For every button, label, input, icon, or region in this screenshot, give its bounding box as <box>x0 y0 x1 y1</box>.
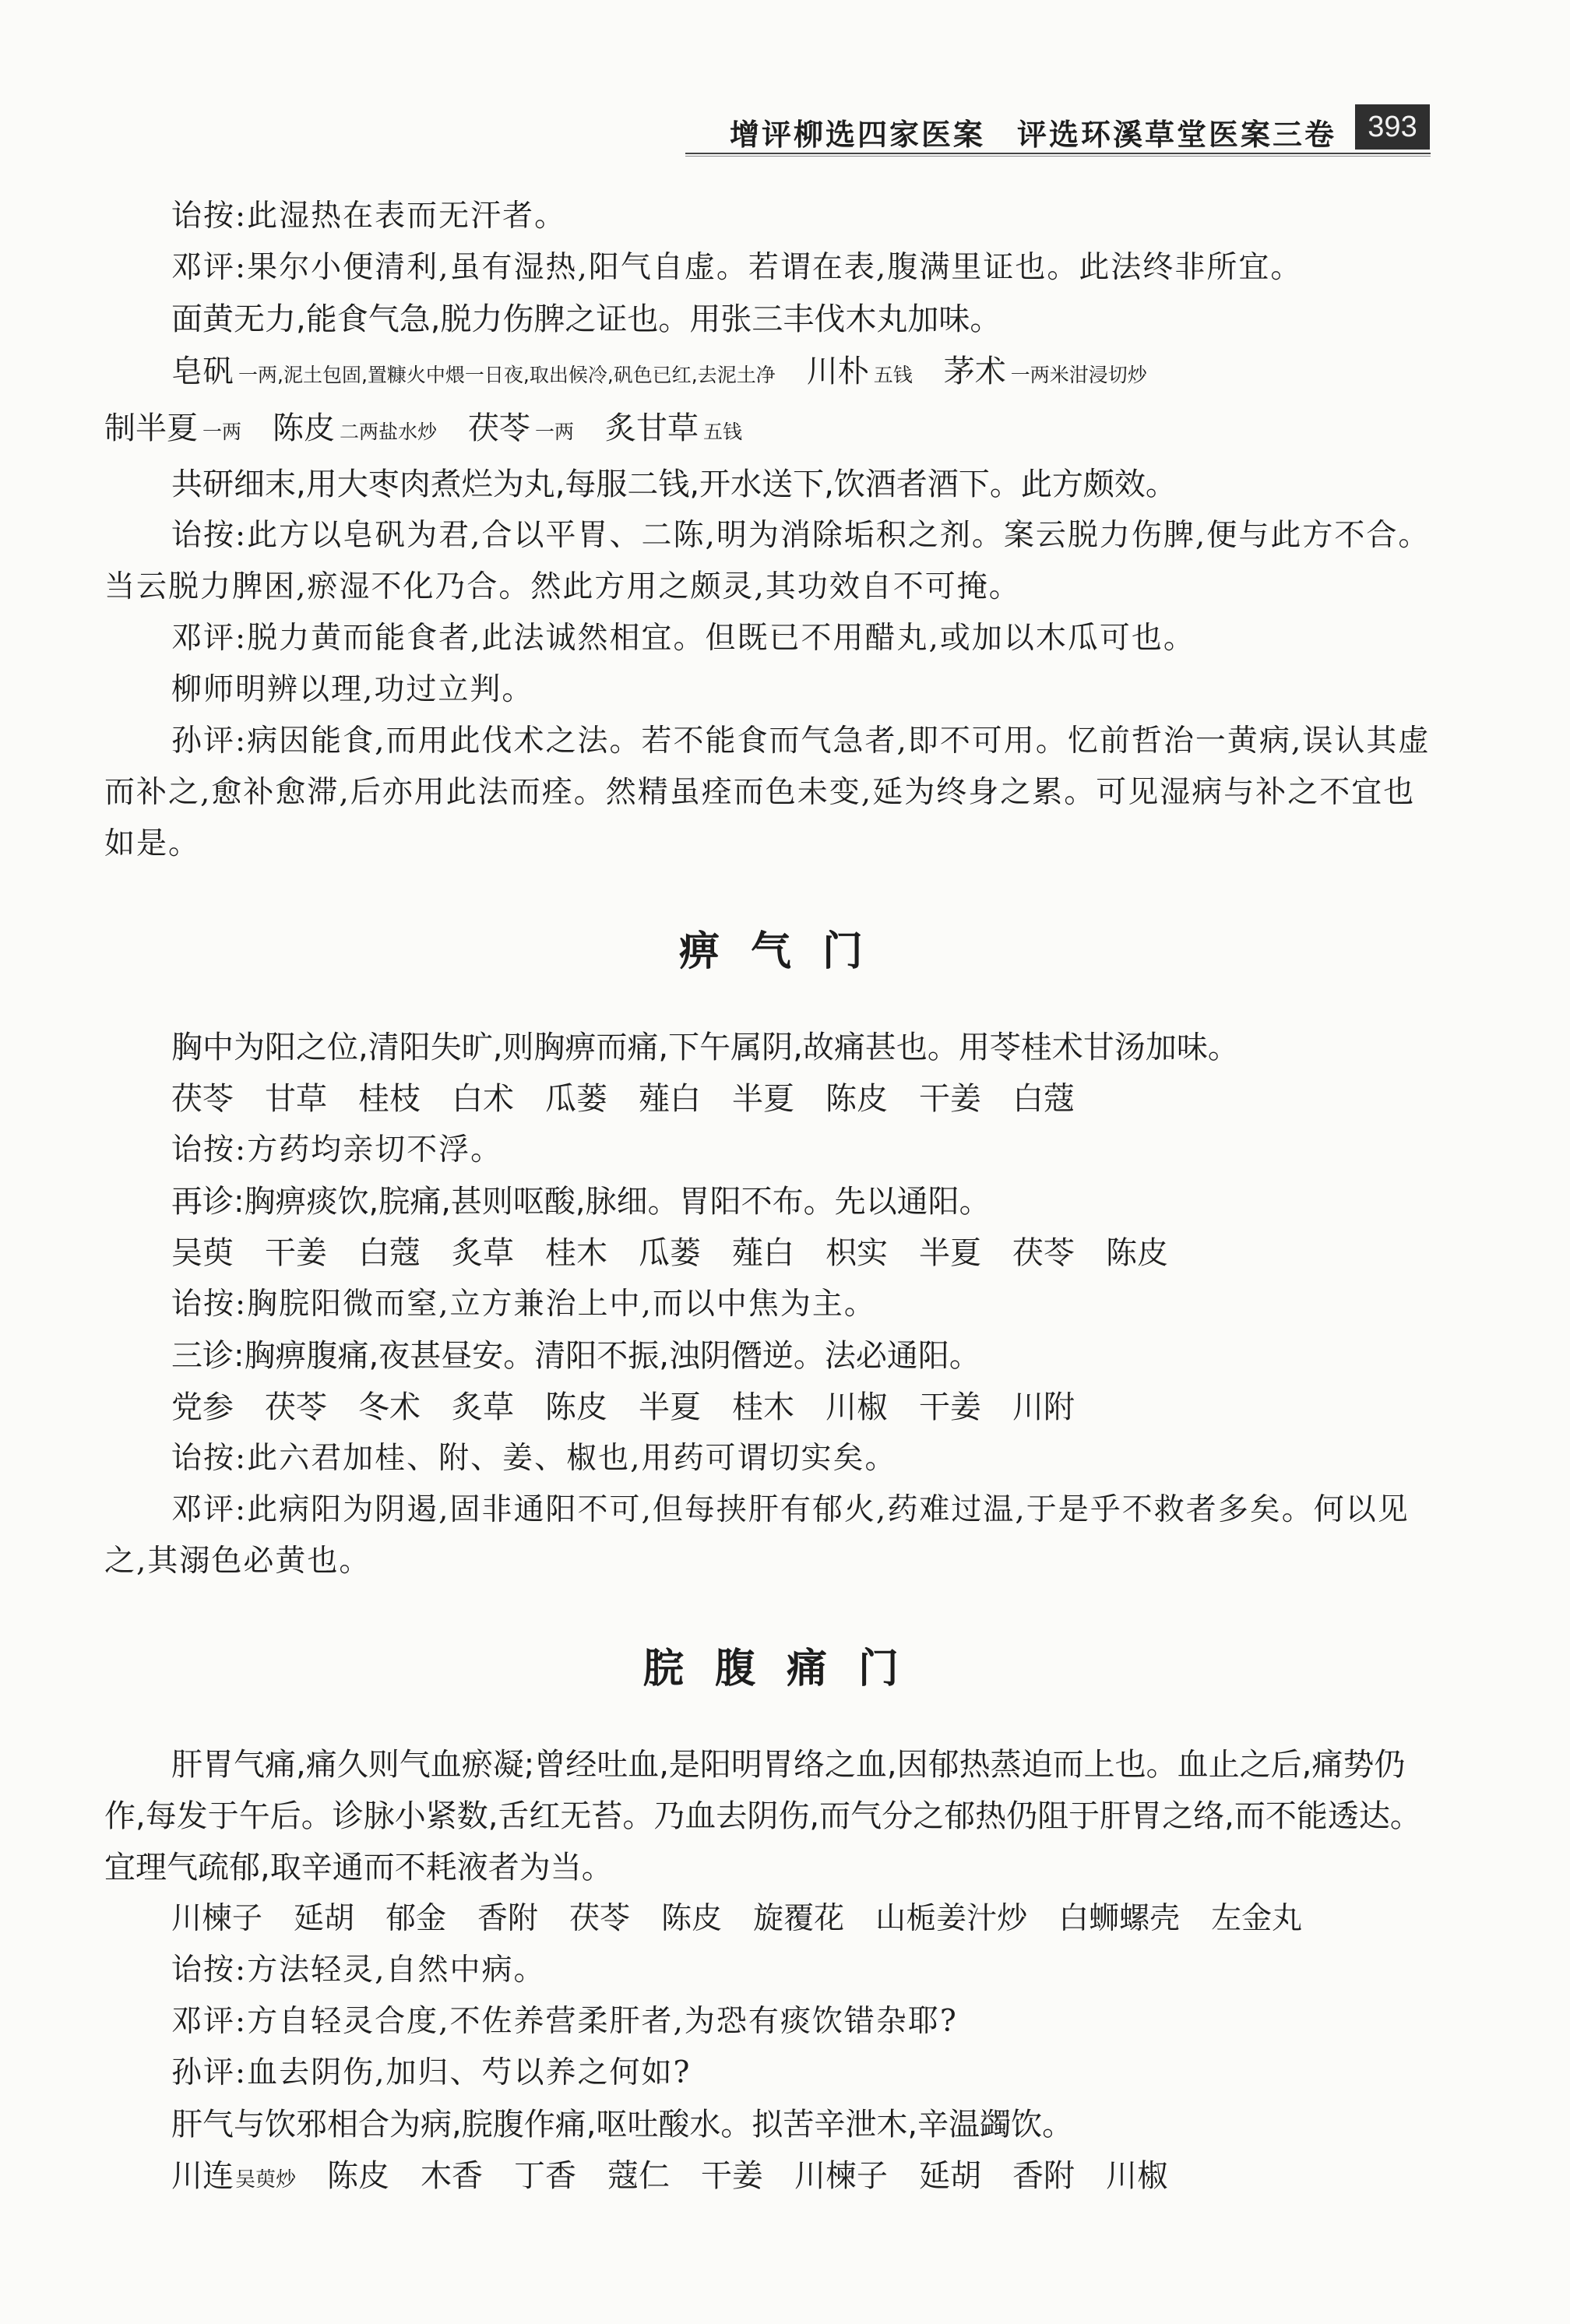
herb-item: 白蔻 <box>1012 1081 1075 1117</box>
page-number: 393 <box>1355 104 1430 150</box>
herb-item: 延胡 <box>294 1901 355 1936</box>
herb-item: 川椒 <box>1106 2158 1169 2194</box>
commentary-deng: 邓评:此病阳为阴遏,固非通阳不可,但每挟肝有郁火,药难过温,于是乎不救者多矣。何以见之,其溺色必黄也。 <box>104 1492 1410 1579</box>
dosage-note: 二两盐水炒 <box>340 421 438 443</box>
herb-item: 川椒 <box>825 1389 888 1425</box>
prescription-line <box>104 402 1438 459</box>
herb-item: 延胡 <box>919 2158 982 2194</box>
case-text: 再诊:胸痹痰饮,脘痛,甚则呕酸,脉细。胃阳不布。先以通阳。 <box>171 1184 991 1220</box>
section-heading: 脘腹痛门 <box>642 1646 930 1692</box>
header-rule <box>685 153 1431 154</box>
case-text: 三诊:胸痹腹痛,夜甚昼安。清阳不振,浊阴僭逆。法必通阳。 <box>171 1338 980 1374</box>
herb-item: 陈皮 <box>273 410 336 446</box>
section-heading: 痹气门 <box>678 928 894 975</box>
herb-item: 甘草 <box>265 1081 327 1117</box>
herb-item: 香附 <box>477 1901 539 1936</box>
herb-item: 陈皮 <box>545 1389 607 1425</box>
dosage-note: 一两,泥土包固,置糠火中煨一日夜,取出候冷,矾色已红,去泥土净 <box>238 364 776 386</box>
prescription-line <box>104 345 1438 402</box>
herb-item: 干姜 <box>919 1081 981 1117</box>
herb-item: 桂木 <box>732 1389 794 1425</box>
commentary-sun: 孙评:病因能食,而用此伐术之法。若不能食而气急者,即不可用。忆前哲治一黄病,误认其虚而补之,愈补愈滞,后亦用此法而痊。然精虽痊而色未变,延为终身之累。可见湿病与补之不宜也如是。 <box>104 724 1431 861</box>
commentary-yi: 诒按:胸脘阳微而窒,立方兼治上中,而以中焦为主。 <box>171 1287 876 1322</box>
herb-item: 半夏 <box>639 1389 701 1425</box>
commentary-yi: 诒按:方法轻灵,自然中病。 <box>171 1953 546 1988</box>
herb-item: 桂枝 <box>358 1081 421 1117</box>
dosage-note: 一两 <box>202 421 242 443</box>
header-rule-thin <box>685 156 1431 157</box>
herb-item: 川楝子 <box>171 1901 263 1936</box>
herb-item: 茅术 <box>943 354 1006 389</box>
herb-item: 茯苓 <box>569 1901 631 1936</box>
dosage-note: 五钱 <box>703 421 743 443</box>
commentary-liu: 柳师明辨以理,功过立判。 <box>171 672 534 707</box>
herb-item: 白术 <box>452 1081 514 1117</box>
herb-item: 蔻仁 <box>607 2158 671 2194</box>
herb-item: 陈皮 <box>661 1901 723 1936</box>
herb-item: 郁金 <box>385 1901 447 1936</box>
herb-item: 白蔻 <box>358 1235 421 1271</box>
herb-item: 半夏 <box>919 1235 981 1271</box>
herb-item: 冬术 <box>358 1389 421 1425</box>
herb-item: 吴萸 <box>171 1235 234 1271</box>
herb-item: 陈皮 <box>1106 1235 1168 1271</box>
dosage-note: 一两 <box>535 421 575 443</box>
herb-item: 薤白 <box>639 1081 701 1117</box>
herb-item: 枳实 <box>825 1235 888 1271</box>
herb-list <box>104 2150 1438 2206</box>
case-text: 肝胃气痛,痛久则气血瘀凝;曾经吐血,是阳明胃络之血,因郁热蒸迫而上也。血止之后,痛势仍作,每发于午后。诊脉小紧数,舌红无苔。乃血去阴伤,而气分之郁热仍阻于肝胃之络,而不能透达。宜理气疏郁,取辛通而不耗液者为当。 <box>104 1747 1421 1886</box>
herb-item: 瓜蒌 <box>639 1235 701 1271</box>
dosage-note: 一两米泔浸切炒 <box>1010 364 1147 386</box>
case-text: 共研细末,用大枣肉煮烂为丸,每服二钱,开水送下,饮酒者酒下。此方颇效。 <box>171 467 1177 502</box>
herb-item: 陈皮 <box>825 1081 888 1117</box>
herb-item: 桂木 <box>545 1235 607 1271</box>
herb-item: 皂矾 <box>171 354 234 389</box>
herb-item: 炙草 <box>452 1235 514 1271</box>
commentary-yi: 诒按:方药均亲切不浮。 <box>171 1132 503 1167</box>
running-header-title: 增评柳选四家医案 评选环溪草堂医案三卷 <box>729 118 1336 152</box>
page-body <box>104 191 1438 2206</box>
herb-item: 川附 <box>1012 1389 1075 1425</box>
commentary-sun: 孙评:血去阴伤,加归、芍以养之何如? <box>171 2055 692 2090</box>
herb-item: 茯苓 <box>468 410 531 446</box>
herb-item: 川楝子 <box>794 2158 889 2194</box>
herb-item: 党参 <box>171 1389 234 1425</box>
commentary-deng: 邓评:脱力黄而能食者,此法诚然相宜。但既已不用醋丸,或加以木瓜可也。 <box>171 621 1195 656</box>
herb-item: 左金丸 <box>1211 1901 1303 1936</box>
herb-item: 半夏 <box>732 1081 794 1117</box>
dosage-note: 五钱 <box>873 364 913 386</box>
herb-item: 旋覆花 <box>753 1901 845 1936</box>
case-text: 肝气与饮邪相合为病,脘腹作痛,呕吐酸水。拟苦辛泄木,辛温蠲饮。 <box>171 2107 1074 2143</box>
herb-item: 瓜蒌 <box>545 1081 607 1117</box>
herb-item: 干姜 <box>919 1389 981 1425</box>
herb-item: 茯苓 <box>171 1081 234 1117</box>
herb-item: 丁香 <box>514 2158 577 2194</box>
case-text: 面黄无力,能食气急,脱力伤脾之证也。用张三丰伐木丸加味。 <box>171 301 1001 337</box>
commentary-yi: 诒按:此湿热在表而无汗者。 <box>171 199 567 234</box>
herb-item: 炙甘草 <box>605 410 699 446</box>
herb-item: 茯苓 <box>265 1389 327 1425</box>
herb-list <box>104 1073 1438 1125</box>
herb-item: 炙草 <box>452 1389 514 1425</box>
herb-item: 陈皮 <box>327 2158 390 2194</box>
commentary-deng: 邓评:方自轻灵合度,不佐养营柔肝者,为恐有痰饮错杂耶? <box>171 2004 958 2039</box>
herb-list <box>104 1227 1438 1279</box>
dosage-note: 吴萸炒 <box>235 2168 297 2192</box>
herb-item: 木香 <box>421 2158 484 2194</box>
herb-item: 山栀姜汁炒 <box>875 1901 1028 1936</box>
herb-item: 干姜 <box>701 2158 764 2194</box>
herb-item: 香附 <box>1012 2158 1075 2194</box>
commentary-deng: 邓评:果尔小便清利,虽有湿热,阳气自虚。若谓在表,腹满里证也。此法终非所宜。 <box>171 250 1303 285</box>
herb-item: 茯苓 <box>1012 1235 1075 1271</box>
herb-item: 川朴 <box>806 354 869 389</box>
herb-item: 制半夏 <box>104 410 198 446</box>
herb-item: 白蛳螺壳 <box>1058 1901 1181 1936</box>
commentary-yi: 诒按:此方以皂矾为君,合以平胃、二陈,明为消除垢积之剂。案云脱力伤脾,便与此方不合。当云脱力脾困,瘀湿不化乃合。然此方用之颇灵,其功效自不可掩。 <box>104 518 1431 604</box>
case-text: 胸中为阳之位,清阳失旷,则胸痹而痛,下午属阴,故痛甚也。用苓桂术甘汤加味。 <box>171 1030 1239 1065</box>
herb-list <box>104 1382 1438 1433</box>
herb-item: 川连吴萸炒 <box>171 2158 297 2194</box>
commentary-yi: 诒按:此六君加桂、附、姜、椒也,用药可谓切实矣。 <box>171 1441 897 1476</box>
herb-item: 干姜 <box>265 1235 327 1271</box>
herb-item: 薤白 <box>732 1235 794 1271</box>
herb-list <box>104 1893 1438 1945</box>
